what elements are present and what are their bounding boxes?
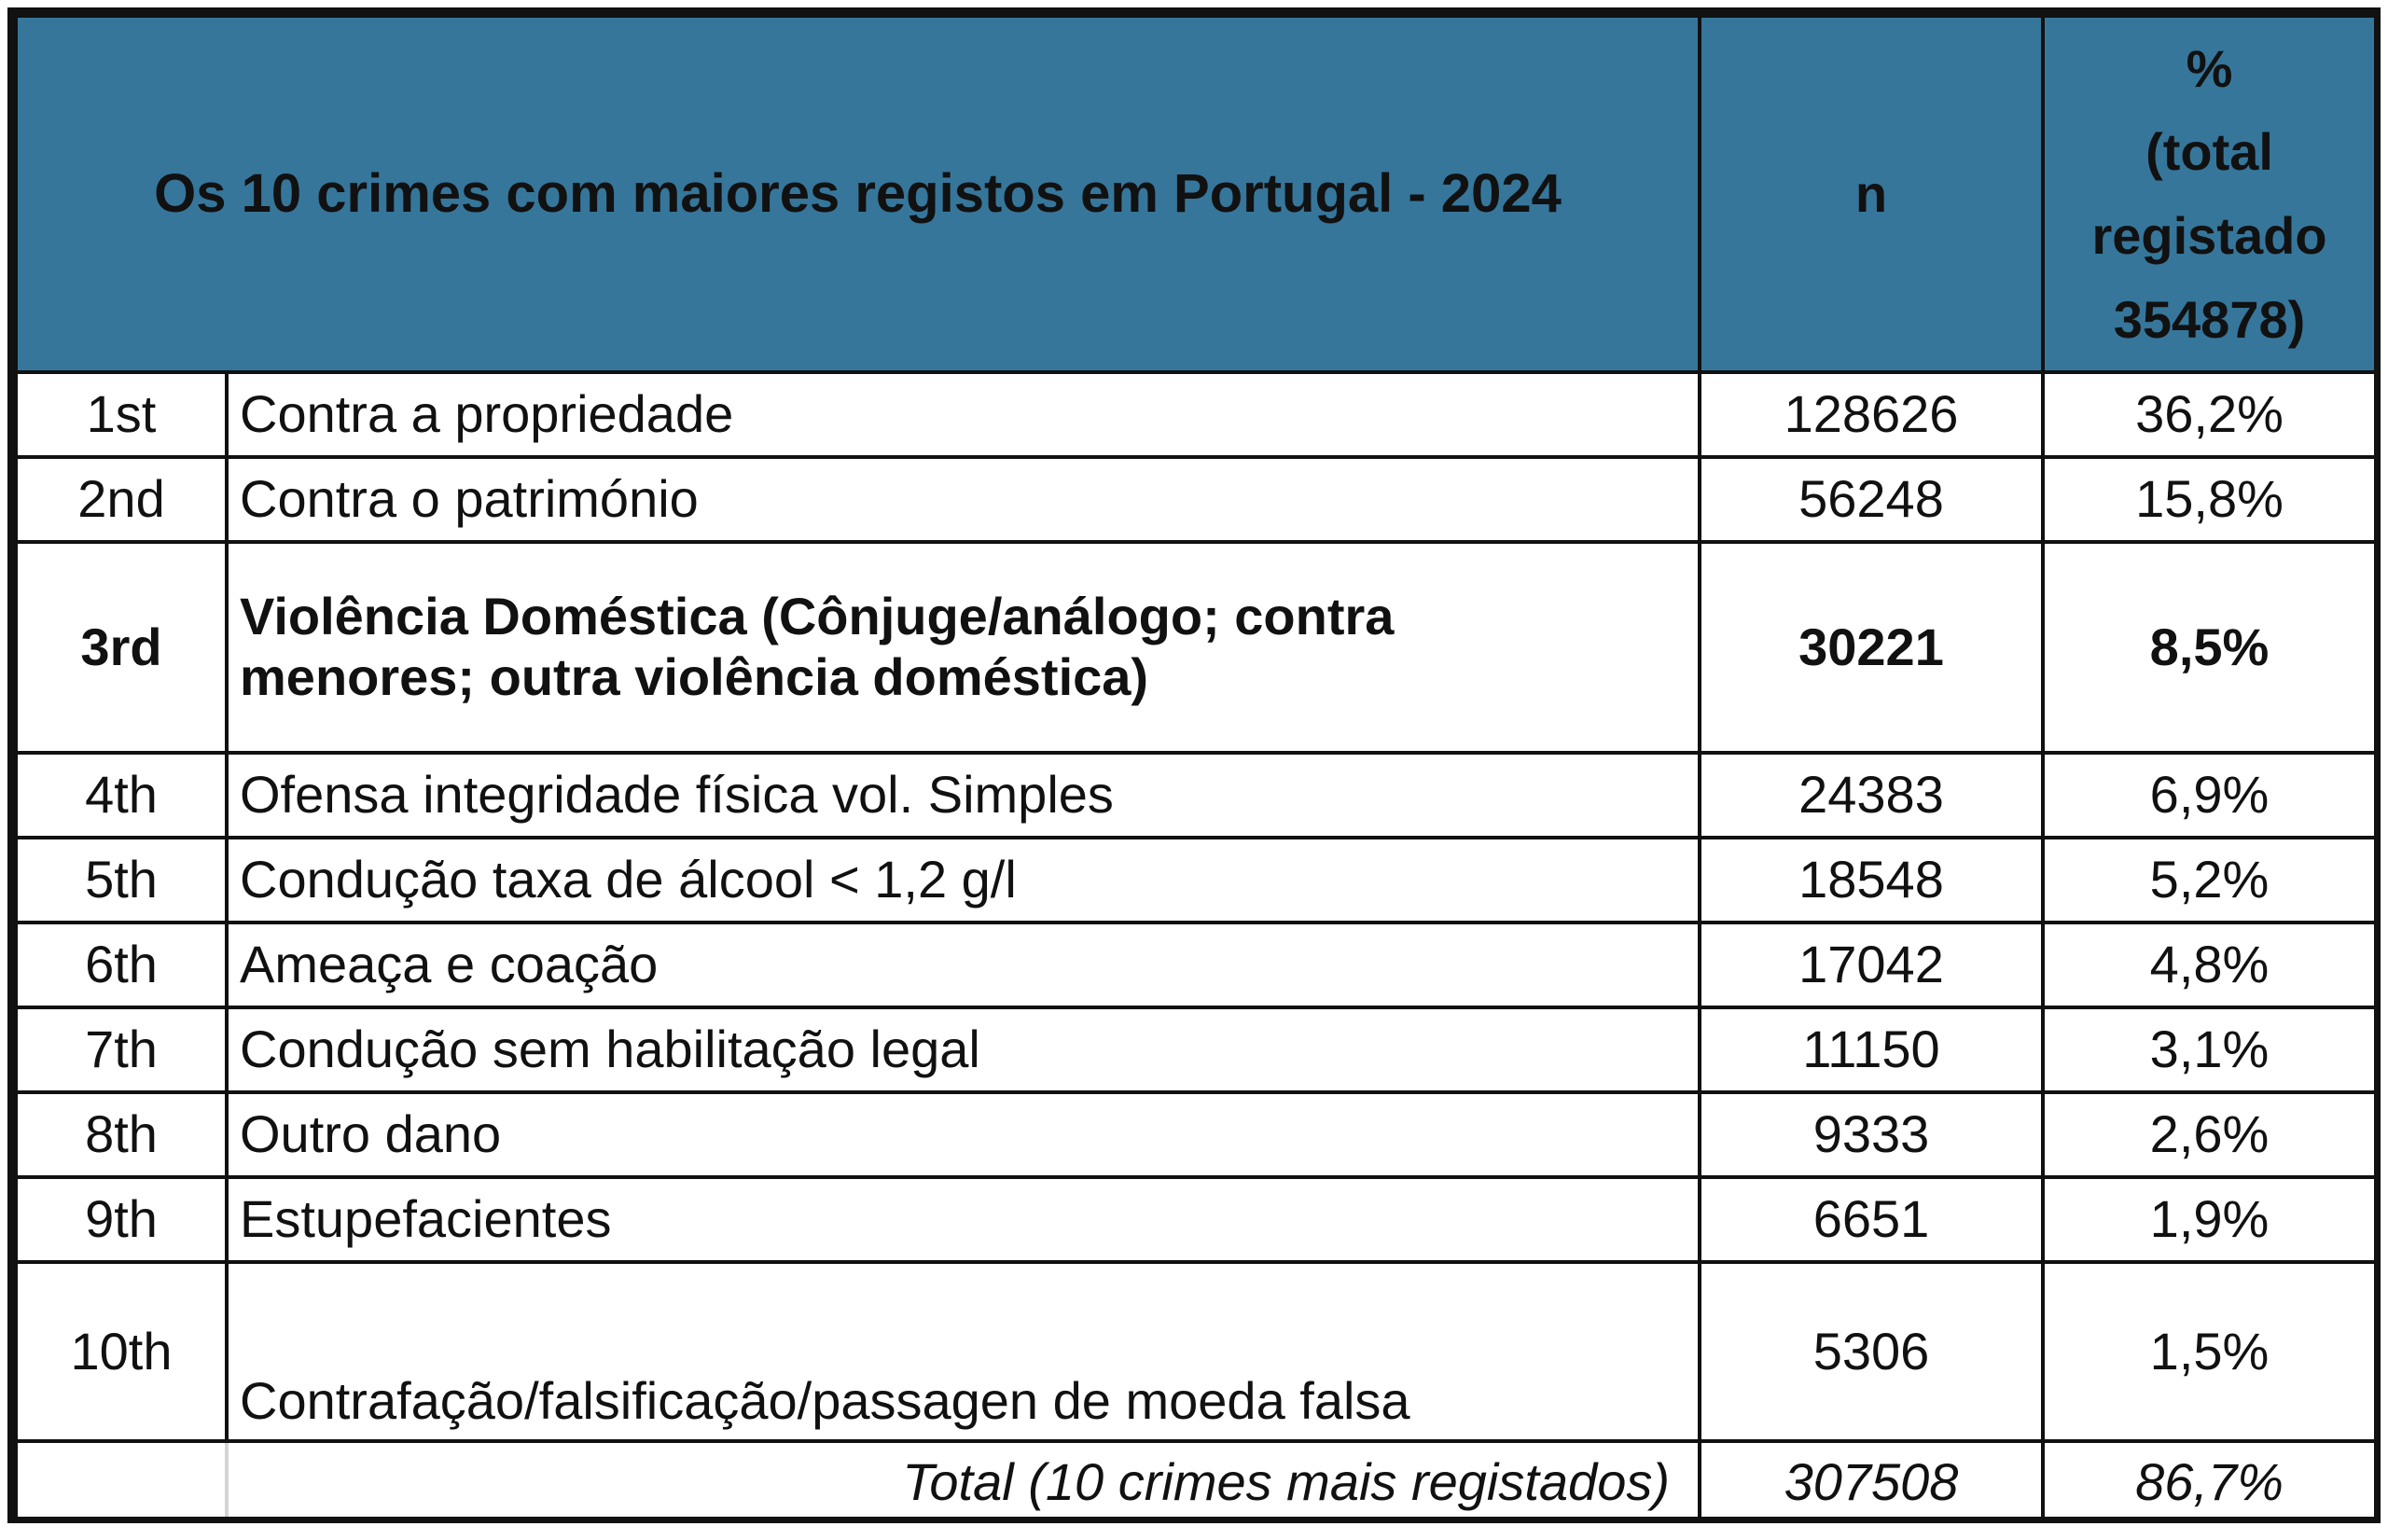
percent-cell: 2,6% (2043, 1092, 2376, 1177)
percent-cell: 3,1% (2043, 1007, 2376, 1092)
count-cell: 9333 (1700, 1092, 2043, 1177)
table-row (16, 753, 2376, 838)
count-cell: 5306 (1700, 1262, 2043, 1441)
percent-cell: 4,8% (2043, 923, 2376, 1007)
count-cell: 24383 (1700, 753, 2043, 838)
table-title: Os 10 crimes com maiores registos em Portugal - 2024 (16, 16, 1700, 372)
count-cell: 17042 (1700, 923, 2043, 1007)
header-percent-line: (total (2145, 122, 2273, 182)
rank-cell: 1st (16, 372, 227, 457)
crime-name-cell: Outro dano (227, 1092, 1700, 1177)
crime-name-line: menores; outra violência doméstica) (240, 647, 1149, 706)
table-row (16, 1262, 2376, 1441)
percent-cell: 6,9% (2043, 753, 2376, 838)
percent-cell: 5,2% (2043, 838, 2376, 923)
table-row (16, 372, 2376, 457)
total-percent: 86,7% (2043, 1441, 2376, 1523)
crime-name-cell: Condução sem habilitação legal (227, 1007, 1700, 1092)
rank-cell: 10th (16, 1262, 227, 1441)
rank-cell: 4th (16, 753, 227, 838)
header-percent-line: 354878) (2113, 289, 2306, 349)
table-row (16, 838, 2376, 923)
crime-table-frame (7, 7, 2381, 1523)
rank-cell: 8th (16, 1092, 227, 1177)
table-row-highlighted (16, 542, 2376, 753)
rank-cell: 2nd (16, 457, 227, 542)
percent-cell: 8,5% (2043, 542, 2376, 753)
crime-name-cell: Contra a propriedade (227, 372, 1700, 457)
total-count: 307508 (1700, 1441, 2043, 1523)
rank-cell: 6th (16, 923, 227, 1007)
crime-ranking-table (14, 14, 2378, 1523)
percent-cell: 15,8% (2043, 457, 2376, 542)
rank-cell: 7th (16, 1007, 227, 1092)
header-percent-line: registado (2091, 206, 2327, 265)
header-percent (2043, 16, 2376, 372)
count-cell: 18548 (1700, 838, 2043, 923)
rank-cell: 9th (16, 1177, 227, 1262)
crime-name-cell: Ofensa integridade física vol. Simples (227, 753, 1700, 838)
table-row (16, 1177, 2376, 1262)
count-cell: 11150 (1700, 1007, 2043, 1092)
rank-cell: 5th (16, 838, 227, 923)
crime-name-cell: Ameaça e coação (227, 923, 1700, 1007)
crime-name-cell: Condução taxa de álcool < 1,2 g/l (227, 838, 1700, 923)
crime-name-cell (227, 542, 1700, 753)
rank-cell: 3rd (16, 542, 227, 753)
percent-cell: 1,9% (2043, 1177, 2376, 1262)
count-cell: 6651 (1700, 1177, 2043, 1262)
header-n: n (1700, 16, 2043, 372)
percent-cell: 36,2% (2043, 372, 2376, 457)
percent-cell: 1,5% (2043, 1262, 2376, 1441)
table-row (16, 1007, 2376, 1092)
table-header-row (16, 16, 2376, 372)
crime-name-cell: Estupefacientes (227, 1177, 1700, 1262)
crime-name-cell: Contra o património (227, 457, 1700, 542)
count-cell: 128626 (1700, 372, 2043, 457)
header-percent-line: % (2186, 38, 2233, 98)
count-cell: 30221 (1700, 542, 2043, 753)
crime-name-cell: Contrafação/falsificação/passagen de moeda falsa (227, 1262, 1700, 1441)
count-cell: 56248 (1700, 457, 2043, 542)
total-label: Total (10 crimes mais registados) (227, 1441, 1700, 1523)
table-row (16, 457, 2376, 542)
total-blank-cell (16, 1441, 227, 1523)
total-row (16, 1441, 2376, 1523)
table-row (16, 923, 2376, 1007)
crime-name-line: Violência Doméstica (Cônjuge/análogo; contra (240, 587, 1395, 646)
table-row (16, 1092, 2376, 1177)
